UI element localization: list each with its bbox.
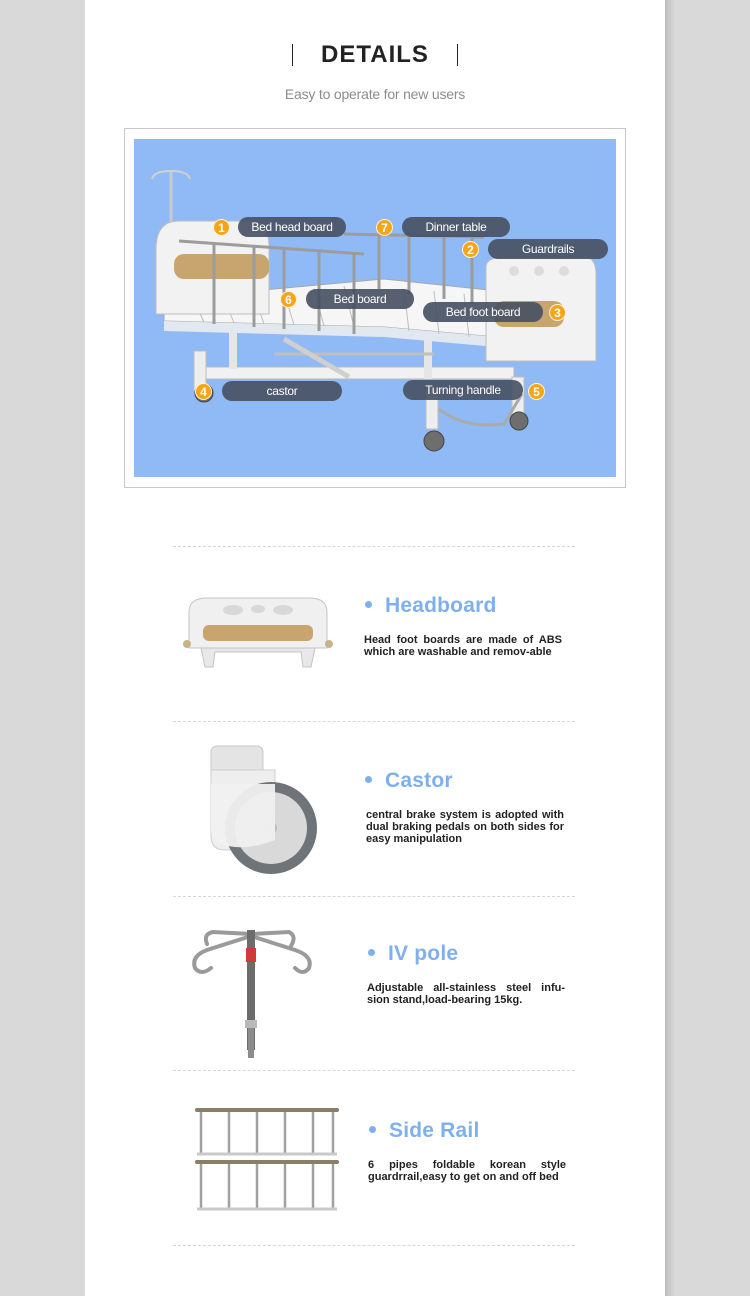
callout-bed-board[interactable]: Bed board	[306, 289, 414, 309]
feature-title-castor	[365, 769, 453, 793]
callout-number-2: 2	[462, 241, 479, 258]
feature-title-text: Castor	[385, 769, 453, 792]
headboard-image	[183, 592, 333, 672]
callout-dinner-table[interactable]: Dinner table	[402, 217, 510, 237]
side-rail-image	[193, 1104, 341, 1216]
iv-pole-image	[185, 920, 335, 1062]
callout-bed-head-board[interactable]: Bed head board	[238, 217, 346, 237]
callout-number-6: 6	[280, 291, 297, 308]
feature-desc-side-rail: 6 pipes foldable korean style guardrrail,easy to get on and off bed	[368, 1159, 566, 1183]
callout-number-5: 5	[528, 383, 545, 400]
bullet-icon	[365, 776, 372, 783]
feature-title-headboard	[365, 594, 497, 618]
bullet-icon	[369, 1126, 376, 1133]
title-wrap	[85, 41, 665, 68]
feature-title-text: IV pole	[388, 942, 459, 965]
feature-title-side-rail	[369, 1119, 480, 1143]
feature-desc-iv-pole: Adjustable all-stainless steel infu-sion stand,load-bearing 15kg.	[367, 982, 565, 1006]
hero-frame	[124, 128, 626, 488]
feature-title-text: Side Rail	[389, 1119, 480, 1142]
castor-image	[203, 744, 323, 879]
content-panel	[85, 0, 665, 1296]
divider	[173, 546, 575, 547]
divider	[173, 1245, 575, 1246]
callout-turning-handle[interactable]: Turning handle	[403, 380, 523, 400]
callout-number-4: 4	[195, 383, 212, 400]
feature-desc-headboard: Head foot boards are made of ABS which are washable and remov-able	[364, 634, 562, 658]
hospital-bed-diagram	[134, 139, 616, 477]
bullet-icon	[365, 601, 372, 608]
feature-desc-castor: central brake system is adopted with dual braking pedals on both sides for easy manipulation	[366, 809, 564, 845]
callout-bed-foot-board[interactable]: Bed foot board	[423, 302, 543, 322]
callout-guardrails[interactable]: Guardrails	[488, 239, 608, 259]
callout-number-1: 1	[213, 219, 230, 236]
divider	[173, 896, 575, 897]
divider	[173, 721, 575, 722]
divider	[173, 1070, 575, 1071]
callout-number-3: 3	[549, 304, 566, 321]
page-subtitle: Easy to operate for new users	[284, 86, 466, 102]
page-title: DETAILS	[292, 44, 458, 66]
feature-title-iv-pole	[368, 942, 458, 966]
callout-number-7: 7	[376, 219, 393, 236]
callout-castor[interactable]: castor	[222, 381, 342, 401]
page-side-shadow	[665, 0, 675, 1296]
bullet-icon	[368, 949, 375, 956]
feature-title-text: Headboard	[385, 594, 497, 617]
